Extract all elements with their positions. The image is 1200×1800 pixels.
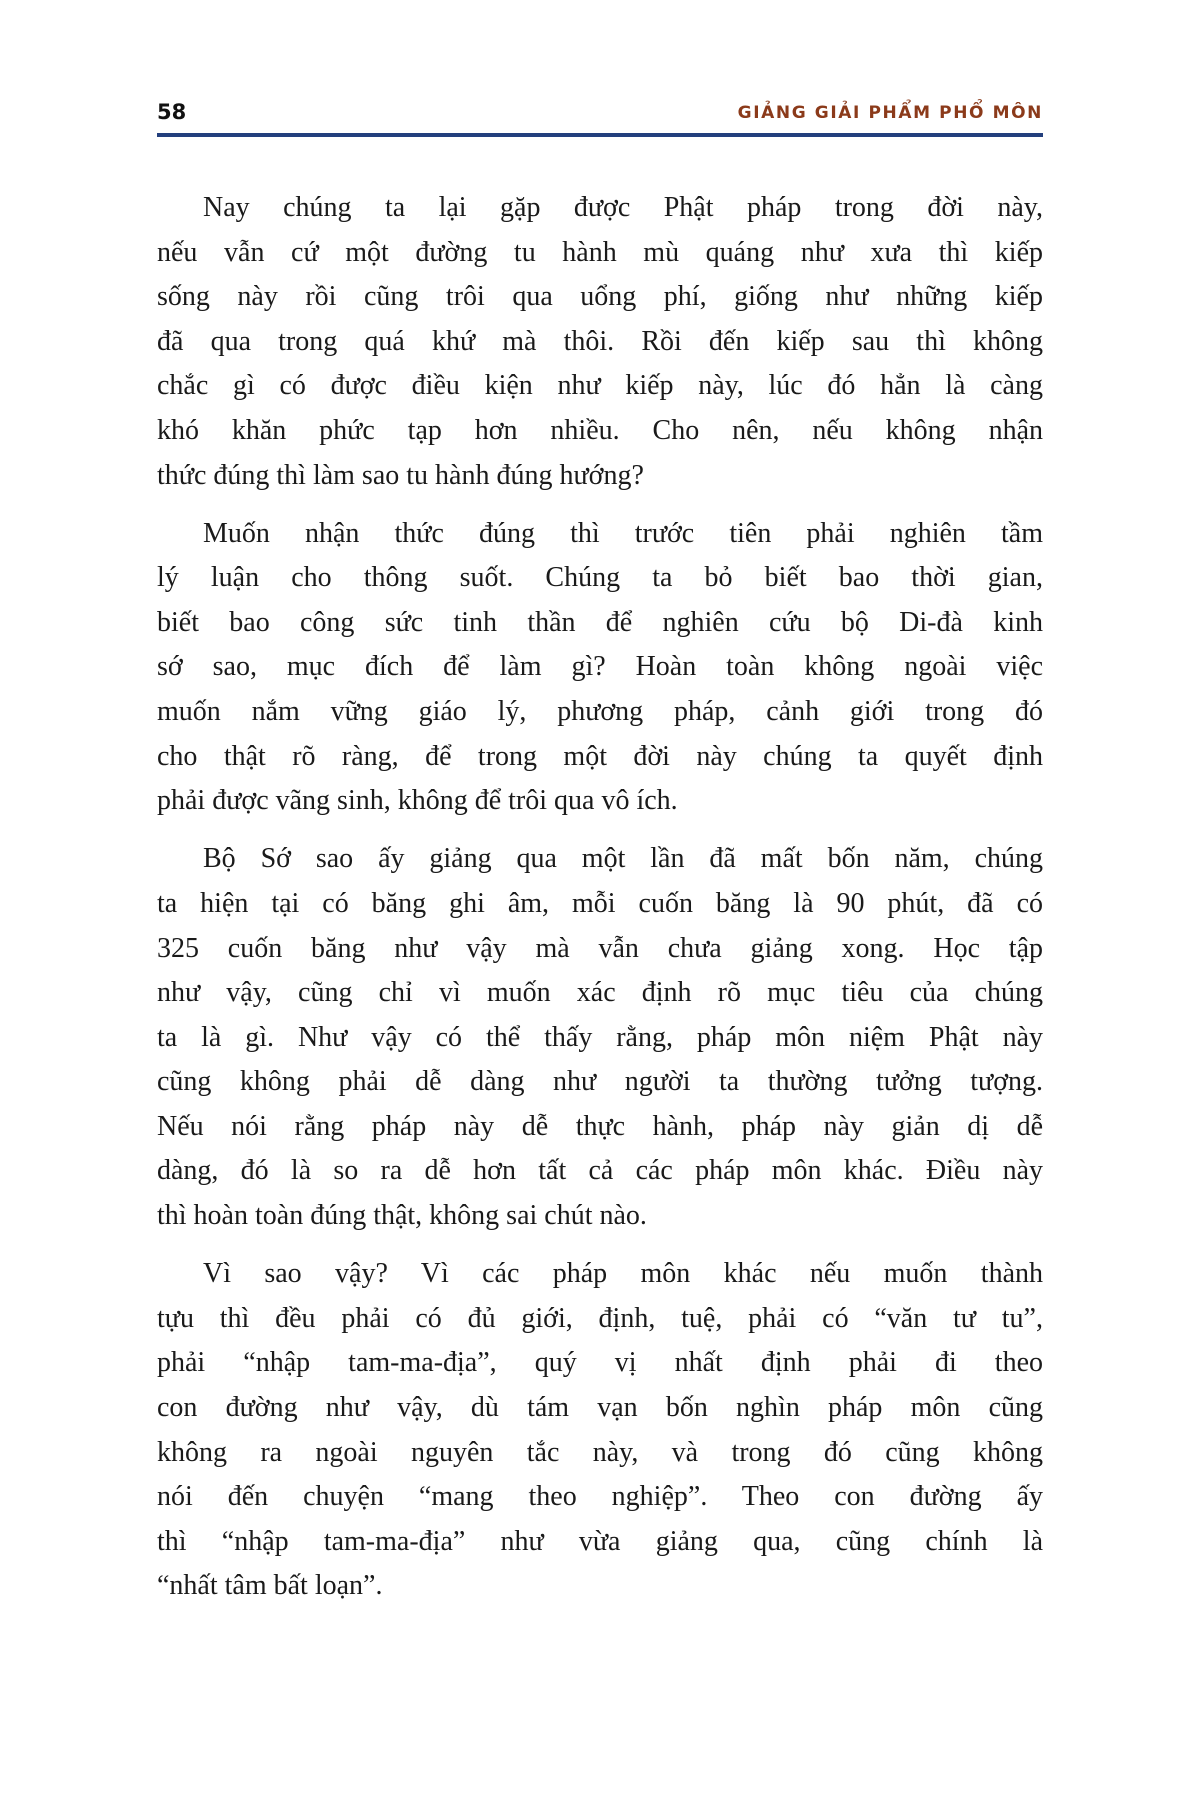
text-line: nói đến chuyện “mang theo nghiệp”. Theo con đường ấy	[157, 1481, 1043, 1513]
text-line: thì “nhập tam-ma-địa” như vừa giảng qua, cũng chính là	[157, 1525, 1043, 1557]
header-rule	[157, 133, 1043, 137]
text-line: như vậy, cũng chỉ vì muốn xác định rõ mục tiêu của chúng	[157, 977, 1043, 1009]
text-line: cũng không phải dễ dàng như người ta thường tưởng tượng.	[157, 1066, 1043, 1098]
paragraph	[157, 512, 1043, 824]
text-line: Nếu nói rằng pháp này dễ thực hành, pháp này giản dị dễ	[157, 1110, 1043, 1142]
text-line: không ra ngoài nguyên tắc này, và trong đó cũng không	[157, 1436, 1043, 1468]
text-line: đã qua trong quá khứ mà thôi. Rồi đến kiếp sau thì không	[157, 325, 1043, 357]
text-line: sớ sao, mục đích để làm gì? Hoàn toàn không ngoài việc	[157, 651, 1043, 683]
paragraph	[157, 837, 1043, 1238]
text-line: khó khăn phức tạp hơn nhiều. Cho nên, nếu không nhận	[157, 414, 1043, 446]
text-line: chắc gì có được điều kiện như kiếp này, lúc đó hẳn là càng	[157, 370, 1043, 402]
text-line: con đường như vậy, dù tám vạn bốn nghìn pháp môn cũng	[157, 1391, 1043, 1423]
text-line: nếu vẫn cứ một đường tu hành mù quáng như xưa thì kiếp	[157, 236, 1043, 268]
text-line: Muốn nhận thức đúng thì trước tiên phải nghiên tầm	[203, 517, 1043, 549]
running-title: GIẢNG GIẢI PHẨM PHỔ MÔN	[737, 103, 1043, 123]
text-line: muốn nắm vững giáo lý, phương pháp, cảnh giới trong đó	[157, 696, 1043, 728]
text-line: tựu thì đều phải có đủ giới, định, tuệ, phải có “văn tư tu”,	[157, 1302, 1043, 1334]
text-line: ta hiện tại có băng ghi âm, mỗi cuốn băng là 90 phút, đã có	[157, 887, 1043, 919]
paragraph	[157, 1252, 1043, 1609]
text-line: dàng, đó là so ra dễ hơn tất cả các pháp môn khác. Điều này	[157, 1155, 1043, 1187]
text-line: lý luận cho thông suốt. Chúng ta bỏ biết bao thời gian,	[157, 562, 1043, 594]
text-line: phải “nhập tam-ma-địa”, quý vị nhất định phải đi theo	[157, 1347, 1043, 1379]
text-line: Vì sao vậy? Vì các pháp môn khác nếu muốn thành	[203, 1258, 1043, 1290]
text-line: ta là gì. Như vậy có thể thấy rằng, pháp môn niệm Phật này	[157, 1021, 1043, 1053]
text-line: phải được vãng sinh, không để trôi qua vô ích.	[157, 785, 678, 817]
text-line: Nay chúng ta lại gặp được Phật pháp trong đời này,	[203, 192, 1043, 223]
page-number: 58	[157, 100, 187, 124]
text-line: Bộ Sớ sao ấy giảng qua một lần đã mất bốn năm, chúng	[203, 843, 1043, 875]
text-line: 325 cuốn băng như vậy mà vẫn chưa giảng xong. Học tập	[157, 932, 1043, 964]
text-line: cho thật rõ ràng, để trong một đời này chúng ta quyết định	[157, 740, 1043, 772]
text-line: biết bao công sức tinh thần để nghiên cứu bộ Di-đà kinh	[157, 606, 1043, 638]
text-line: thức đúng thì làm sao tu hành đúng hướng?	[157, 459, 644, 491]
text-line: sống này rồi cũng trôi qua uổng phí, giống như những kiếp	[157, 281, 1043, 313]
body-text	[157, 186, 1043, 1622]
paragraph	[157, 186, 1043, 498]
text-line: “nhất tâm bất loạn”.	[157, 1570, 383, 1602]
page-header	[157, 100, 1043, 124]
text-line: thì hoàn toàn đúng thật, không sai chút nào.	[157, 1200, 647, 1232]
